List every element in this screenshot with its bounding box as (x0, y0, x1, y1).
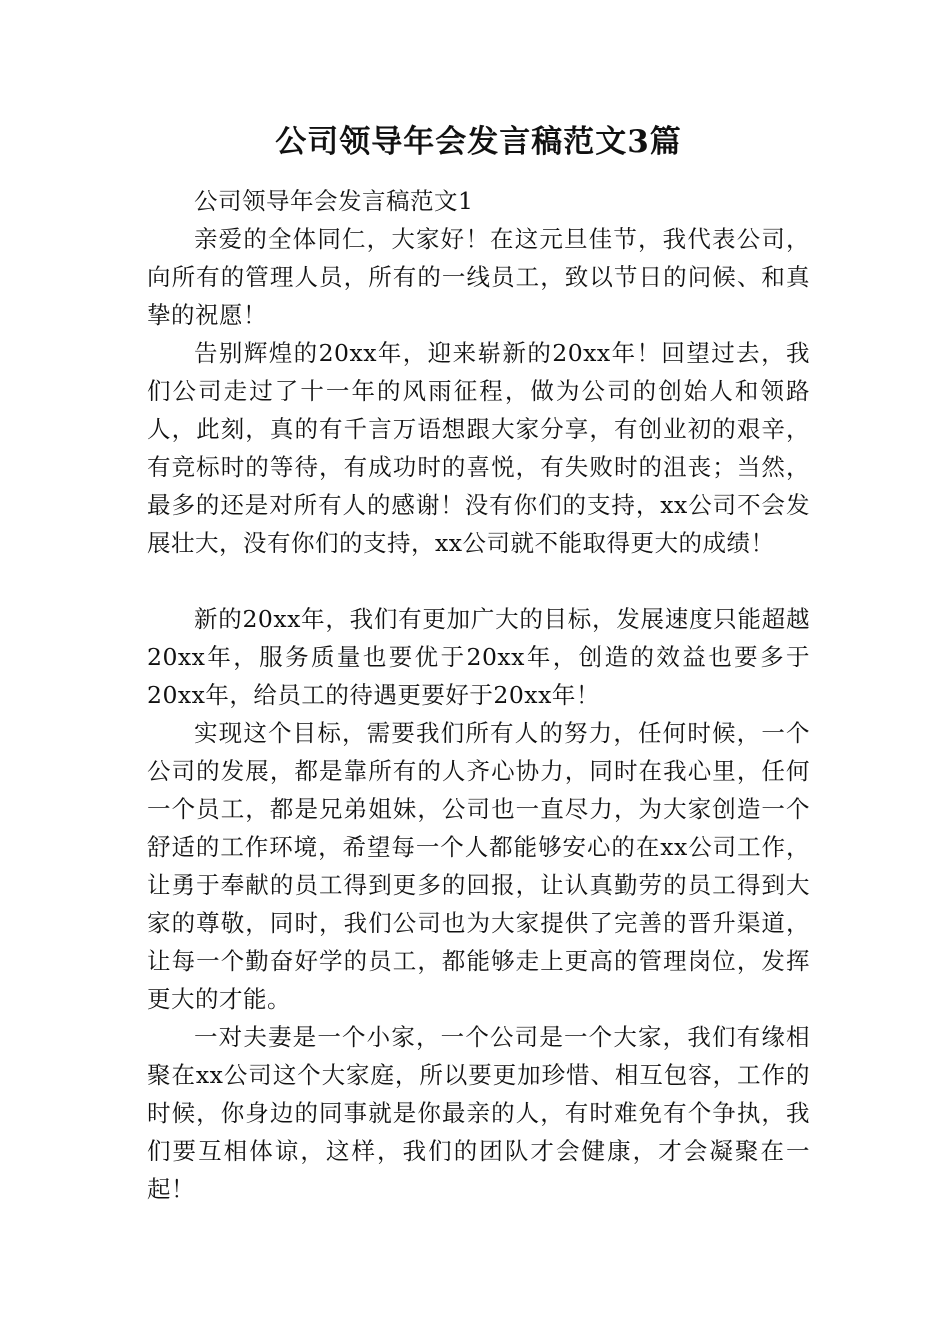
section-heading: 公司领导年会发言稿范文1 (194, 187, 474, 215)
paragraph-family: 一对夫妻是一个小家，一个公司是一个大家，我们有缘相聚在xx公司这个大家庭，所以要更加珍惜、相互包容，工作的时候，你身边的同事就是你最亲的人，有时难免有个争执，我们要互相体谅，这样，我们的团队才会健康，才会凝聚在一起！ (147, 1023, 810, 1203)
paragraph-goals: 新的20xx年，我们有更加广大的目标，发展速度只能超越20xx年，服务质量也要优于20xx年，创造的效益也要多于20xx年，给员工的待遇更要好于20xx年！ (147, 605, 810, 709)
document-title: 公司领导年会发言稿范文3篇 (275, 124, 682, 160)
paragraph-review: 告别辉煌的20xx年，迎来崭新的20xx年！回望过去，我们公司走过了十一年的风雨征程，做为公司的创始人和领路人，此刻，真的有千言万语想跟大家分享，有创业初的艰辛，有竞标时的等待，有成功时的喜悦，有失败时的沮丧；当然，最多的还是对所有人的感谢！没有你们的支持，xx公司不会发展壮大，没有你们的支持，xx公司就不能取得更大的成绩！ (147, 339, 810, 557)
paragraph-effort: 实现这个目标，需要我们所有人的努力，任何时候，一个公司的发展，都是靠所有的人齐心协力，同时在我心里，任何一个员工，都是兄弟姐妹，公司也一直尽力，为大家创造一个舒适的工作环境，希望每一个人都能够安心的在xx公司工作，让勇于奉献的员工得到更多的回报，让认真勤劳的员工得到大家的尊敬，同时，我们公司也为大家提供了完善的晋升渠道，让每一个勤奋好学的员工，都能够走上更高的管理岗位，发挥更大的才能。 (147, 719, 810, 1013)
paragraph-greeting: 亲爱的全体同仁，大家好！在这元旦佳节，我代表公司，向所有的管理人员，所有的一线员工，致以节日的问候、和真挚的祝愿！ (147, 225, 810, 329)
